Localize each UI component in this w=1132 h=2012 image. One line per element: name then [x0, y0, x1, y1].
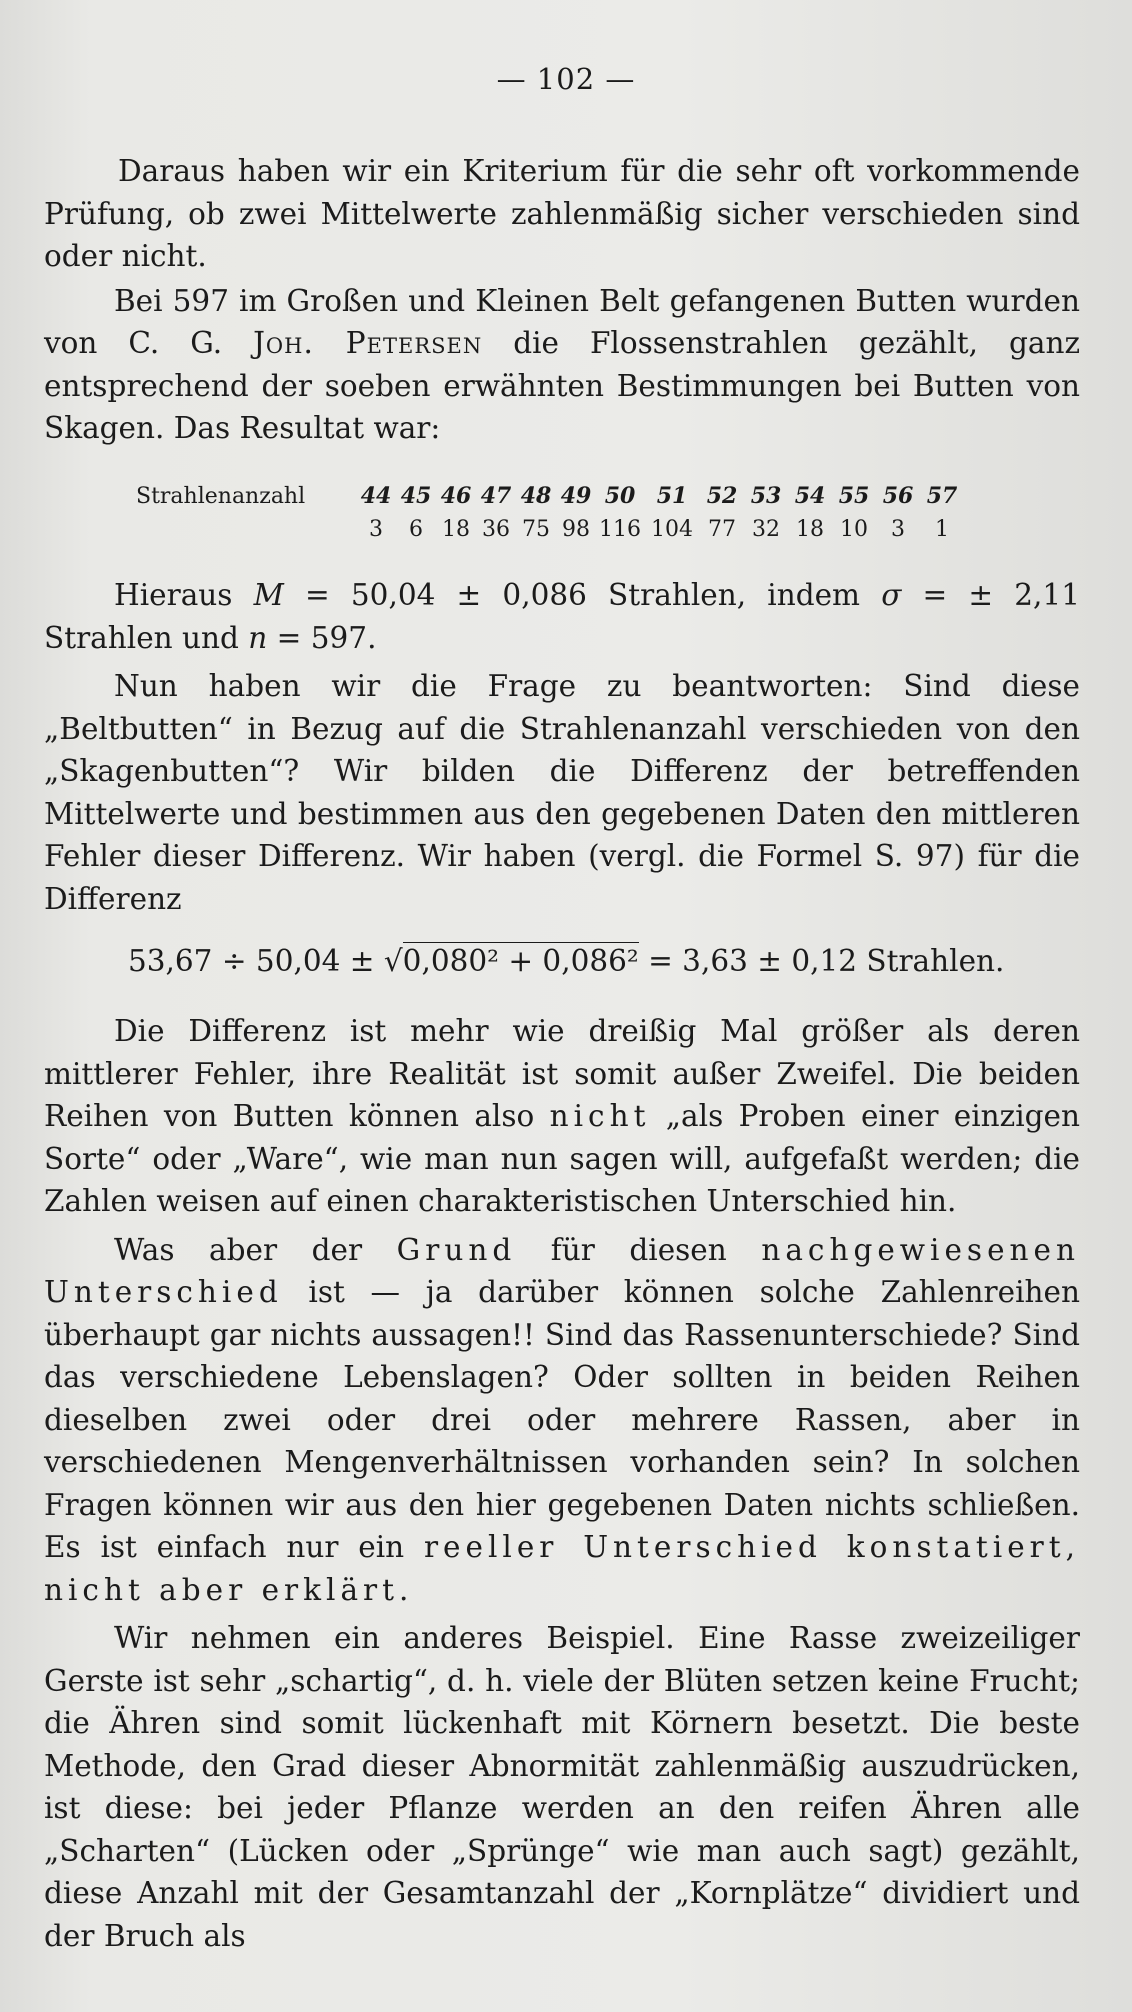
table-headers [356, 480, 964, 513]
table-value-cell: 104 [651, 517, 693, 542]
table-header-row [136, 480, 964, 513]
table-value-cell: 98 [562, 517, 590, 542]
table-header-cell: 44 [360, 483, 392, 509]
table-value-cell: 10 [840, 517, 868, 542]
table-value-cell: 1 [935, 517, 949, 542]
paragraph-6: Was aber der Grund für diesen nachgewiesenen Unterschied ist — ja darüber können solche Zahlenreihen überhaupt gar nichts aussagen!! Sind das Rassenunterschiede? Sind das verschiedene Lebenslagen? Oder sollten in beiden Reihen dieselben zwei oder drei oder mehrere Rassen, aber in verschiedenen Mengenverhältnissen vorhanden sein? In solchen Fragen können wir aus den hier gegebenen Daten nichts schließen. Es ist einfach nur ein reeller Unterschied konstatiert, nicht aber erklärt. [44, 1232, 1080, 1607]
radical-sign: √ [383, 944, 403, 978]
table-header-cell: 53 [750, 483, 782, 509]
ray-count-table [136, 480, 964, 546]
paragraph-2 [44, 280, 1080, 450]
page-number: — 102 — [496, 62, 636, 96]
table-value-cell: 3 [891, 517, 905, 542]
paragraph-2-text-b: die Flossenstrahlen gezählt, ganz entsprechend der soeben erwähnten Bestimmungen bei Butten von Skagen. Das Resultat war: [44, 326, 1080, 445]
text-block-top [44, 150, 1080, 450]
table-header-cell: 54 [794, 483, 826, 509]
table-values [356, 513, 964, 546]
table-header-cell: 48 [520, 483, 552, 509]
table-header-cell: 47 [480, 483, 512, 509]
table-value-cell: 32 [752, 517, 780, 542]
table-header-cell: 51 [656, 483, 688, 509]
table-label: Strahlenanzahl [136, 484, 306, 509]
table-value-cell: 116 [599, 517, 641, 542]
table-value-cell: 18 [796, 517, 824, 542]
table-header-cell: 55 [838, 483, 870, 509]
radicand: 0,080² + 0,086² [402, 944, 639, 978]
paragraph-7: Wir nehmen ein anderes Beispiel. Eine Rasse zweizeiliger Gerste ist sehr „schartig“, d. h. viele der Blüten setzen keine Frucht; die Ähren sind somit lückenhaft mit Körnern besetzt. Die beste Methode, den Grad dieser Abnormität zahlenmäßig auszudrücken, ist diese: bei jeder Pflanze werden an den reifen Ähren alle „Scharten“ (Lücken oder „Sprünge“ wie man auch sagt) gezählt, diese Anzahl mit der Gesamtanzahl der „Kornplätze“ dividiert und der Bruch als [44, 1621, 1080, 1953]
table-value-cell: 75 [522, 517, 550, 542]
table-header-cell: 50 [604, 483, 636, 509]
paragraph-4: Nun haben wir die Frage zu beantworten: Sind diese „Beltbutten“ in Bezug auf die Strahlenanzahl verschieden von den „Skagenbutten“? Wir bilden die Differenz der betreffenden Mittelwerte und bestimmen aus den gegebenen Daten den mittleren Fehler dieser Differenz. Wir haben (vergl. die Formel S. 97) für die Differenz [44, 669, 1080, 916]
table-header-cell: 56 [882, 483, 914, 509]
table-value-row [136, 513, 964, 546]
table-header-cell: 49 [560, 483, 592, 509]
paragraph-5: Die Differenz ist mehr wie dreißig Mal größer als deren mittlerer Fehler, ihre Realität ist somit außer Zweifel. Die beiden Reihen von Butten können also nicht „als Proben einer einzigen Sorte“ oder „Ware“, wie man nun sagen will, aufgefaßt werden; die Zahlen weisen auf einen charakteristischen Unterschied hin. [44, 1014, 1080, 1218]
paragraph-1: Daraus haben wir ein Kriterium für die sehr oft vorkommende Prüfung, ob zwei Mittelwerte zahlenmäßig sicher verschieden sind oder nicht. [44, 154, 1080, 273]
paragraph-3: Hieraus M = 50,04 ± 0,086 Strahlen, indem σ = ± 2,11 Strahlen und n = 597. [44, 578, 1080, 655]
table-value-cell: 6 [409, 517, 423, 542]
table-value-cell: 3 [369, 517, 383, 542]
difference-formula: 53,67 ÷ 50,04 ± √0,080² + 0,086² = 3,63 ± 0,12 Strahlen. [128, 944, 1005, 978]
table-value-cell: 36 [482, 517, 510, 542]
author-name: Joh. Petersen [253, 326, 483, 360]
table-header-cell: 45 [400, 483, 432, 509]
table-value-cell: 18 [442, 517, 470, 542]
text-block-bottom [44, 1010, 1080, 1957]
table-header-cell: 52 [706, 483, 738, 509]
table-header-cell: 46 [440, 483, 472, 509]
table-value-cell: 77 [708, 517, 736, 542]
paragraph-2-text-a: Bei 597 im Großen und Kleinen Belt gefangenen Butten wurden von C. G. [44, 283, 1080, 360]
table-header-cell: 57 [926, 483, 958, 509]
text-block-middle [44, 574, 1080, 920]
